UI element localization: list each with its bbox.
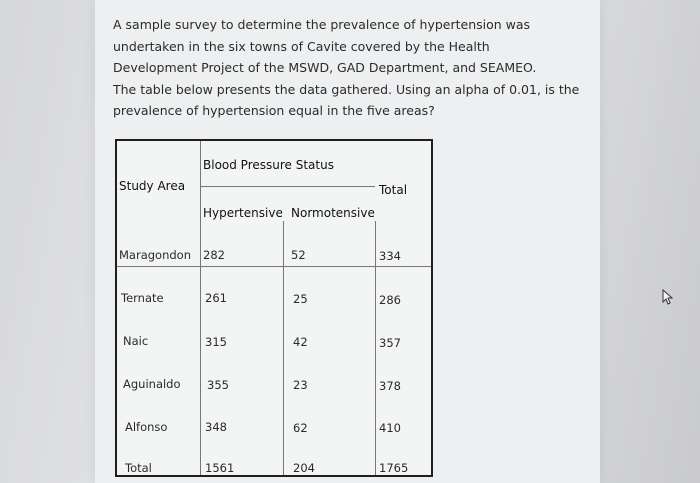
cell-hypertensive: 315 xyxy=(205,335,227,349)
cell-area: Alfonso xyxy=(125,420,168,434)
mouse-pointer-icon xyxy=(660,288,676,306)
cell-area: Aguinaldo xyxy=(123,377,181,391)
question-line: undertaken in the six towns of Cavite covered by the Health xyxy=(113,38,490,54)
data-table xyxy=(115,139,433,477)
cell-normotensive-total: 204 xyxy=(293,461,315,475)
cell-total: 357 xyxy=(379,336,401,350)
question-line: Development Project of the MSWD, GAD Department, and SEAMEO. xyxy=(113,60,537,75)
question-line: A sample survey to determine the prevalence of hypertension was xyxy=(113,17,531,32)
cell-area: Maragondon xyxy=(119,248,191,262)
cell-normotensive: 52 xyxy=(291,248,306,262)
cell-hypertensive: 261 xyxy=(205,291,227,305)
cell-hypertensive: 282 xyxy=(203,248,225,262)
cell-normotensive: 25 xyxy=(293,292,308,306)
cell-hypertensive-total: 1561 xyxy=(205,461,235,475)
cell-total: 378 xyxy=(379,379,401,393)
header-blood-pressure-status: Blood Pressure Status xyxy=(203,158,334,172)
table-divider xyxy=(375,221,376,475)
cell-grand-total: 1765 xyxy=(379,461,409,475)
cell-total: 410 xyxy=(379,421,401,435)
table-divider xyxy=(200,186,375,187)
cell-hypertensive: 355 xyxy=(207,378,229,392)
cell-normotensive: 62 xyxy=(293,421,308,435)
table-divider xyxy=(283,221,284,475)
cell-hypertensive: 348 xyxy=(205,420,227,434)
header-total: Total xyxy=(379,183,408,197)
cell-normotensive: 23 xyxy=(293,378,308,392)
header-hypertensive: Hypertensive xyxy=(203,206,283,220)
question-text xyxy=(113,14,580,122)
question-line: prevalence of hypertension equal in the five areas? xyxy=(113,103,435,118)
cell-area: Ternate xyxy=(121,291,164,305)
table-divider xyxy=(117,266,431,267)
header-normotensive: Normotensive xyxy=(291,206,375,220)
document-page xyxy=(95,0,600,483)
question-line: The table below presents the data gathered. Using an alpha of 0.01, is the xyxy=(113,81,580,97)
table-divider xyxy=(200,141,201,475)
cell-total: 334 xyxy=(379,249,401,263)
header-study-area: Study Area xyxy=(119,179,186,193)
cell-area-total: Total xyxy=(125,461,152,475)
cell-normotensive: 42 xyxy=(293,335,308,349)
cell-total: 286 xyxy=(379,293,401,307)
cell-area: Naic xyxy=(123,334,149,348)
